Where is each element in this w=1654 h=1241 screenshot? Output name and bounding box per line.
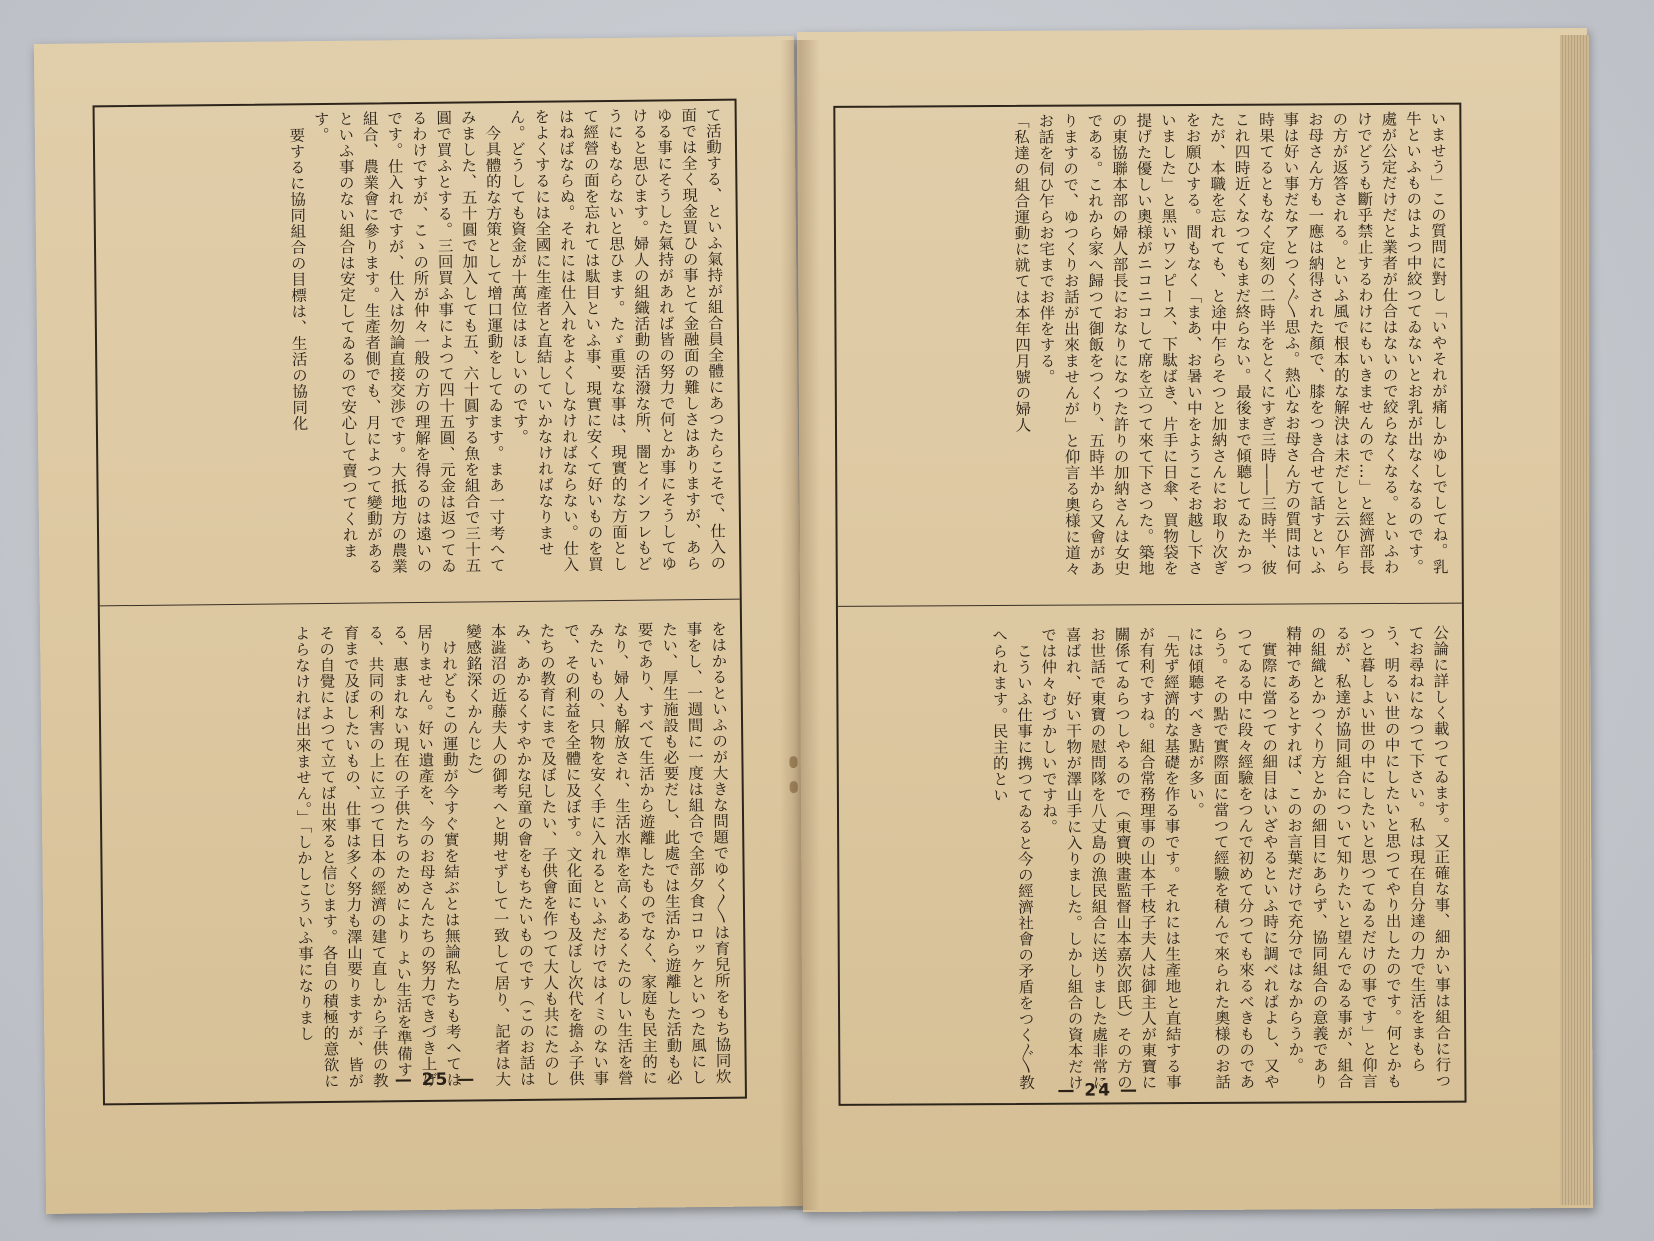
right-page-bottom-block: 公論に詳しく載つてゐます。又正確な事、細かい事は組合に行つてお尋ねになつて下さい。私は現在自分達の力で生活をまもらう、明るい世の中にしたいと思つてやり出したのです。何とかもつと暮しよい世の中にしたいと思つてゐるだけの事です」と仰言るが、私達が協同組合について知りたいと望んでゐる事が、組合の組織とかつくり方とかの細目にあらず、協同組合の意義であり精神であるとすれば、このお言葉だけで充分ではなからうか。 實際に當つての細目はいざやるといふ時に調べればよし、又やつてゐる中に段々經驗をつんで初めて分つても來るべきものであらう。その點で實際面に當つて經驗を積んで來られた奧様のお話には傾聽すべき點が多い。 「先ず經濟的な基礎を作る事です。それには生產地と直結する事が有利ですね。組合常務理事の山本千枝子夫人は御主人が東寶に關係てゐらつしやるので（東寶映畫監督山本嘉次郎氏）その方のお世話で東寶の慰問隊を八丈島の漁民組合に送りました處非常に喜ばれ、好い干物が澤山手に入りました。しかし組合の資本だけでは仲々むづかしいですね。 こういふ仕事に携つてゐると今の經濟社會の矛盾をつく〴〵教へられます。民主的とい [990,624,1452,1091]
left-page-number: — 25 — [394,1069,477,1091]
right-page-number: — 24 — [1057,1080,1140,1101]
left-text-frame [93,99,747,1106]
left-page [34,36,806,1214]
right-page-top-block: いませう」この質問に對し「いやそれが痛しかゆしでしてね。乳牛といふものはよつ中絞つてゐないとお乳が出なくなるのです。處が公定だけだと業者が仕合はないので絞らなくなる。といふわけでどうも斷乎禁止するわけにもいきませんので…」と經濟部長の方が返答される。といふ風で根本的な解決は未だしと云ひ乍らお母さん方も一應は納得された顏で、膝をつき合せて話すといふ事は好い事だなアとつく〴〵思ふ。熱心なお母さん方の質問は何時果てるともなく定刻の二時半をとくにすぎ三時――三時半、彼これ四時近くなつてもまだ終らない。最後まで傾聽してゐたかつたが、本職を忘れても、と途中乍らそつと加納さんにお取り次ぎをお願ひする。間もなく「まあ、お暑い中をようこそお越し下さいました」と黑いワンピース、下駄ばき、片手に日傘、買物袋を提げた優しい奧様がニコニコして席を立つて來て下さつた。築地の東協聯本部の婦人部長におなりになつた許りの加納さんは女史である。これから家へ歸つて御飯をつくり、五時半から又會がありますので、ゆつくりお話が出來ませんが」と仰言る奧様に道々お話を伺ひ乍らお宅までお伴をする。 「私達の組合運動に就ては本年四月號の婦人 [1011,110,1449,577]
right-page [797,28,1593,1212]
right-page-divider [838,602,1462,606]
right-text-frame [833,103,1466,1106]
left-page-divider [100,598,740,606]
left-page-bottom-block: をはかるといふのが大きな問題でゆく〳〵は育兒所をもち協同炊事をし、一週間に一度は組合で全部夕食コロッケといつた風にしたい、厚生施設も必要だし、此處では生活から遊離した活動も必要であり、すべて生活から遊離したものでなく、家庭も民主的になり、婦人も解放され、生活水準を高くあるくたのしい生活を營みたいもの、只物を安く手に入れるといふだけではイミのない事で、その利益を全體に及ぼす。文化面にも及ぼし次代を擔ふ子供たちの教育にまで及ぼしたい、子供會を作つて大人も共にたのしみ、あかるくすやかな兒童の會をもちたいものです（このお話は本澁沼の近藤夫人の御考へと期せずして一致して居り、記者は大變感銘深くかんじた） けれどもこの運動が今すぐ實を結ぶとは無論私たちも考へては居りません。好い遺產を、今のお母さんたちの努力できづき上げる、惠まれない現在の子供たちのためにより よい生活を準備する、共同の利害の上に立つて日本の經濟の建て直しから子供の教育まで及ぼしたいもの、仕事は多く努力も澤山要りますが、皆がその自覺によつて立てば出來ると信じます。各自の積極的意欲によらなければ出來ません。」「しかしこういふ事になりまし [292,620,732,1090]
left-page-top-block: て活動する、といふ氣持が組合員全體にあつたらこそで、仕入の面では全く現金買ひの事とて金融面の難しさはありますが、あらゆる事にそうした氣持があれば皆の努力で何とか事にそうしてゆけると思ひます。婦人の組織活動の活潑な所、闇とインフレもどうにもならないと思ひます。たゞ重要な事は、現實的な方面として經營の面を忘れては駄目といふ事、現實に安くて好いものを買はねばならぬ。それには仕入れをよくしなければならない。仕入をよくするには全國に生產者と直結していかなければなりません。どうしても資金が十萬位はほしいのです。 今具體的な方策として增口運動をしてゐます。まあ一寸考へてみました、五十圓で加入しても五、六十圓する魚を組合で三十五圓で買ふとする。三回買ふ事によつて四十五圓、元金は返つてゐるわけですが、こゝの所が仲々一般の方の理解を得るのは遠いのです。仕入れですが、仕入は勿論直接交渉です。大抵地方の農業組合、農業會に參ります。生產者側でも、月によつて變動があるといふ事のない組合は安定してゐるので安心して賣つてくれます。 要するに協同組合の目標は、生活の協同化 [287,106,727,575]
page-edges [1560,35,1590,1205]
book-gutter [780,40,820,1210]
